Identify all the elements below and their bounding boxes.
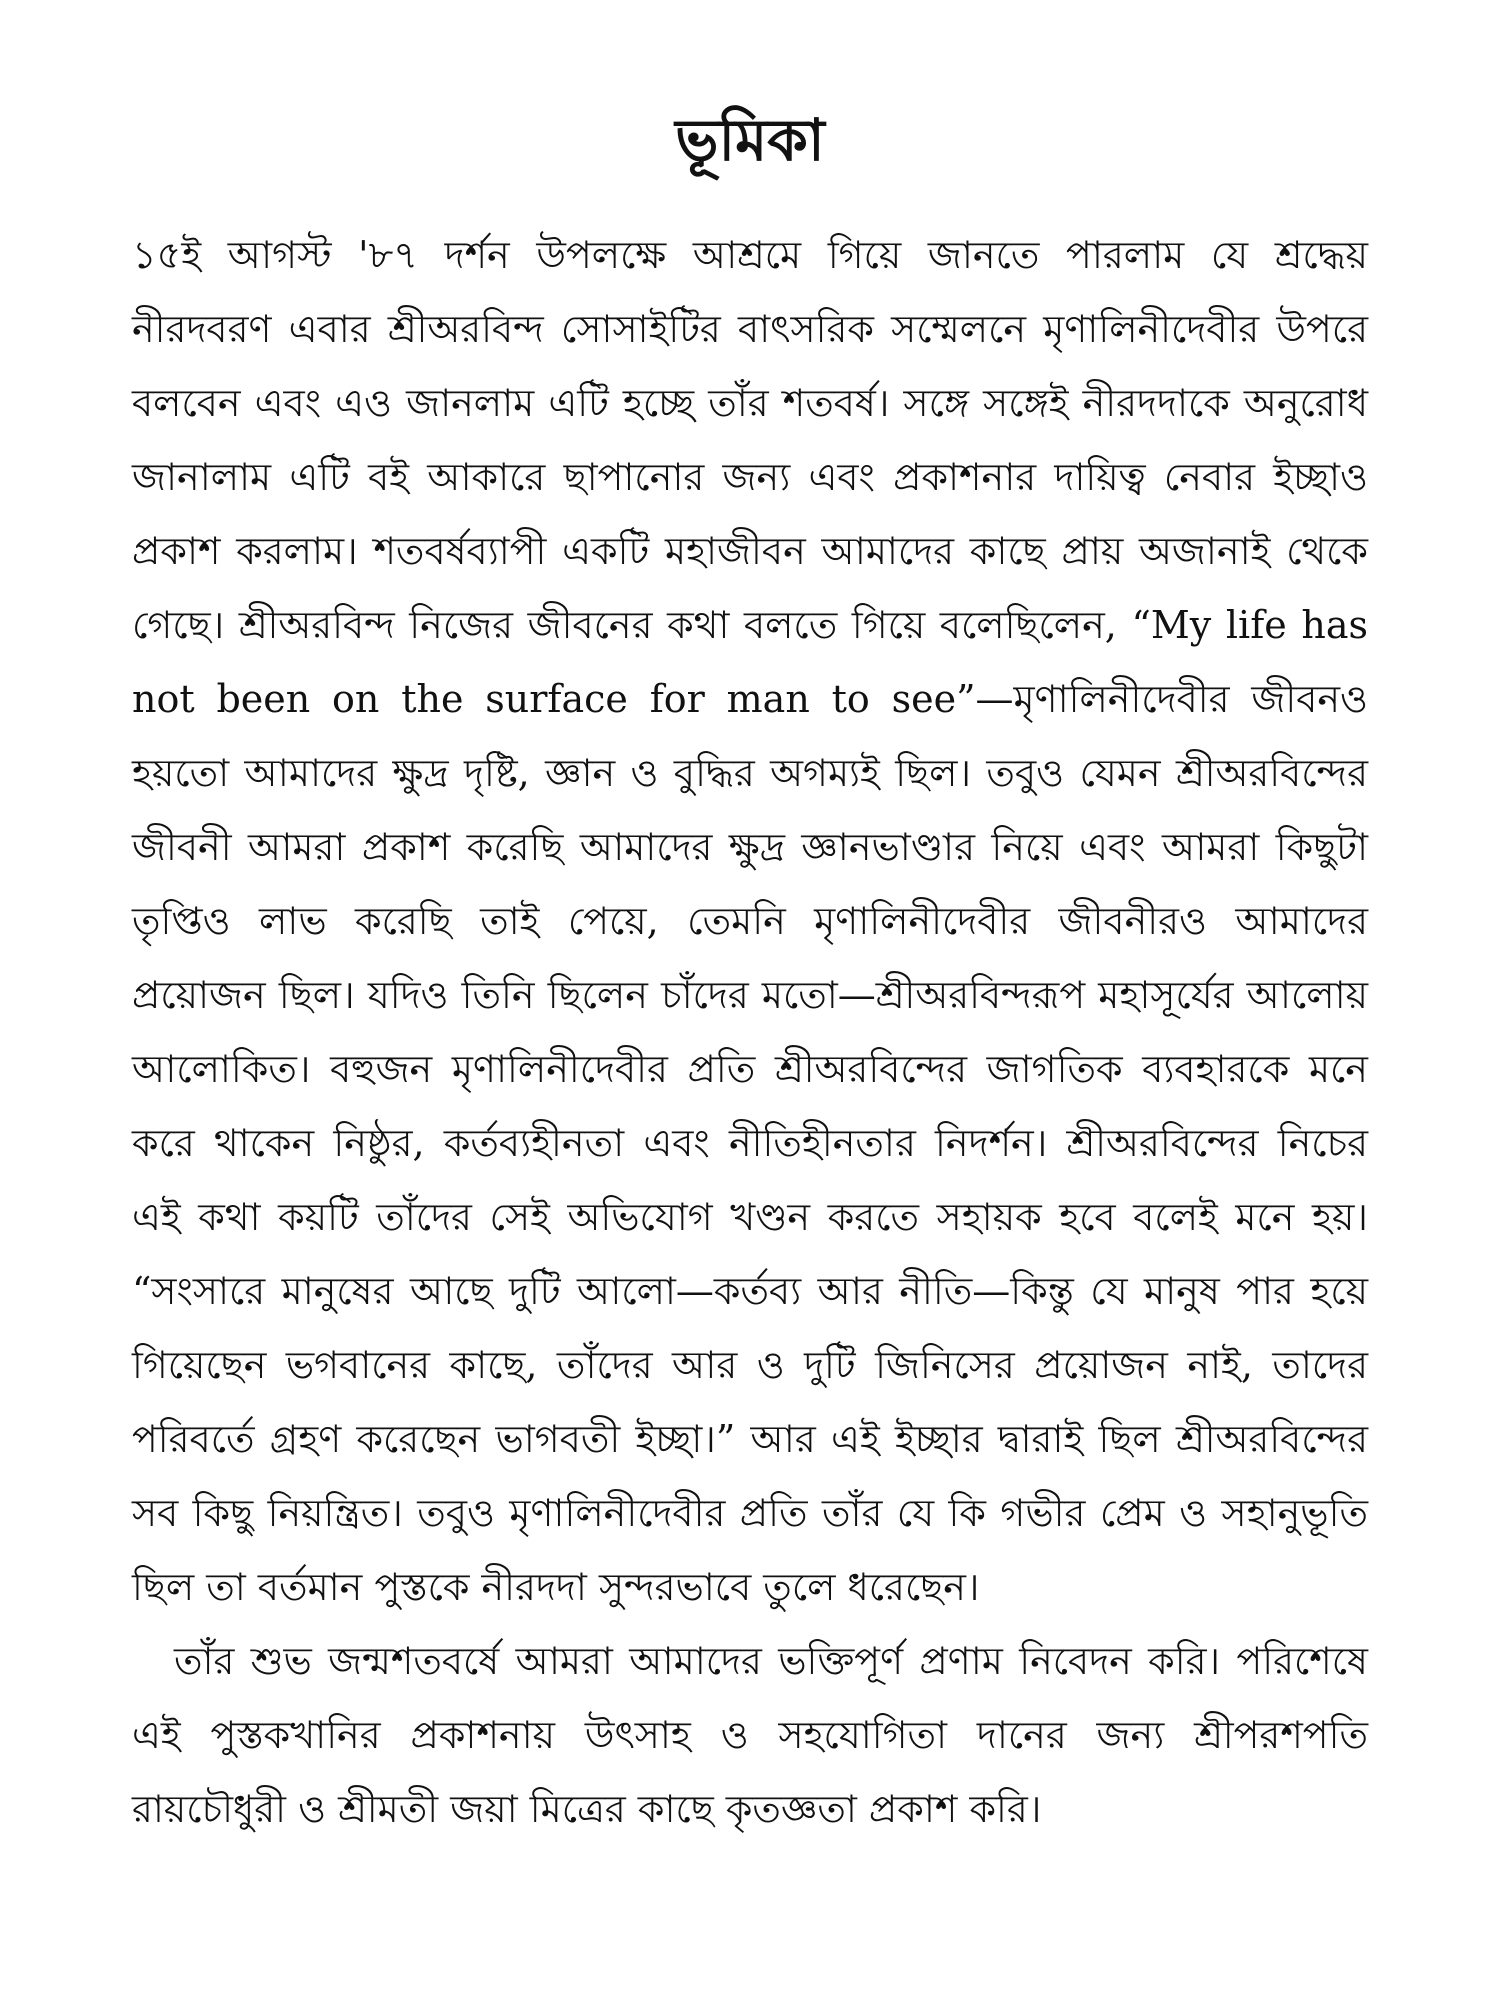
- page-title: ভূমিকা: [675, 106, 825, 174]
- paragraph-2: তাঁর শুভ জন্মশতবর্ষে আমরা আমাদের ভক্তিপূর্ণ প্রণাম নিবেদন করি। পরিশেষে এই পুস্তকখানির প্রকাশনায় উৎসাহ ও সহযোগিতা দানের জন্য শ্রীপরশপতি রায়চৌধুরী ও শ্রীমতী জয়া মিত্রের কাছে কৃতজ্ঞতা প্রকাশ করি।: [132, 1639, 1368, 1831]
- body-text: [132, 218, 1368, 1846]
- paragraph-1: ১৫ই আগস্ট '৮৭ দর্শন উপলক্ষে আশ্রমে গিয়ে জানতে পারলাম যে শ্রদ্ধেয় নীরদবরণ এবার শ্রীঅরবিন্দ সোসাইটির বাৎসরিক সম্মেলনে মৃণালিনীদেবীর উপরে বলবেন এবং এও জানলাম এটি হচ্ছে তাঁর শতবর্ষ। সঙ্গে সঙ্গেই নীরদদাকে অনুরোধ জানালাম এটি বই আকারে ছাপানোর জন্য এবং প্রকাশনার দায়িত্ব নেবার ইচ্ছাও প্রকাশ করলাম। শতবর্ষব্যাপী একটি মহাজীবন আমাদের কাছে প্রায় অজানাই থেকে গেছে। শ্রীঅরবিন্দ নিজের জীবনের কথা বলতে গিয়ে বলেছিলেন, “My life has not been on the surface for man to see”—মৃণালিনীদেবীর জীবনও হয়তো আমাদের ক্ষুদ্র দৃষ্টি, জ্ঞান ও বুদ্ধির অগম্যই ছিল। তবুও যেমন শ্রীঅরবিন্দের জীবনী আমরা প্রকাশ করেছি আমাদের ক্ষুদ্র জ্ঞানভাণ্ডার নিয়ে এবং আমরা কিছুটা তৃপ্তিও লাভ করেছি তাই পেয়ে, তেমনি মৃণালিনীদেবীর জীবনীরও আমাদের প্রয়োজন ছিল। যদিও তিনি ছিলেন চাঁদের মতো—শ্রীঅরবিন্দরূপ মহাসূর্যের আলোয় আলোকিত। বহুজন মৃণালিনীদেবীর প্রতি শ্রীঅরবিন্দের জাগতিক ব্যবহারকে মনে করে থাকেন নিষ্ঠুর, কর্তব্যহীনতা এবং নীতিহীনতার নিদর্শন। শ্রীঅরবিন্দের নিচের এই কথা কয়টি তাঁদের সেই অভিযোগ খণ্ডন করতে সহায়ক হবে বলেই মনে হয়। “সংসারে মানুষের আছে দুটি আলো—কর্তব্য আর নীতি—কিন্তু যে মানুষ পার হয়ে গিয়েছেন ভগবানের কাছে, তাঁদের আর ও দুটি জিনিসের প্রয়োজন নাই, তাদের পরিবর্তে গ্রহণ করেছেন ভাগবতী ইচ্ছা।” আর এই ইচ্ছার দ্বারাই ছিল শ্রীঅরবিন্দের সব কিছু নিয়ন্ত্রিত। তবুও মৃণালিনীদেবীর প্রতি তাঁর যে কি গভীর প্রেম ও সহানুভূতি ছিল তা বর্তমান পুস্তকে নীরদদা সুন্দরভাবে তুলে ধরেছেন।: [132, 233, 1368, 1609]
